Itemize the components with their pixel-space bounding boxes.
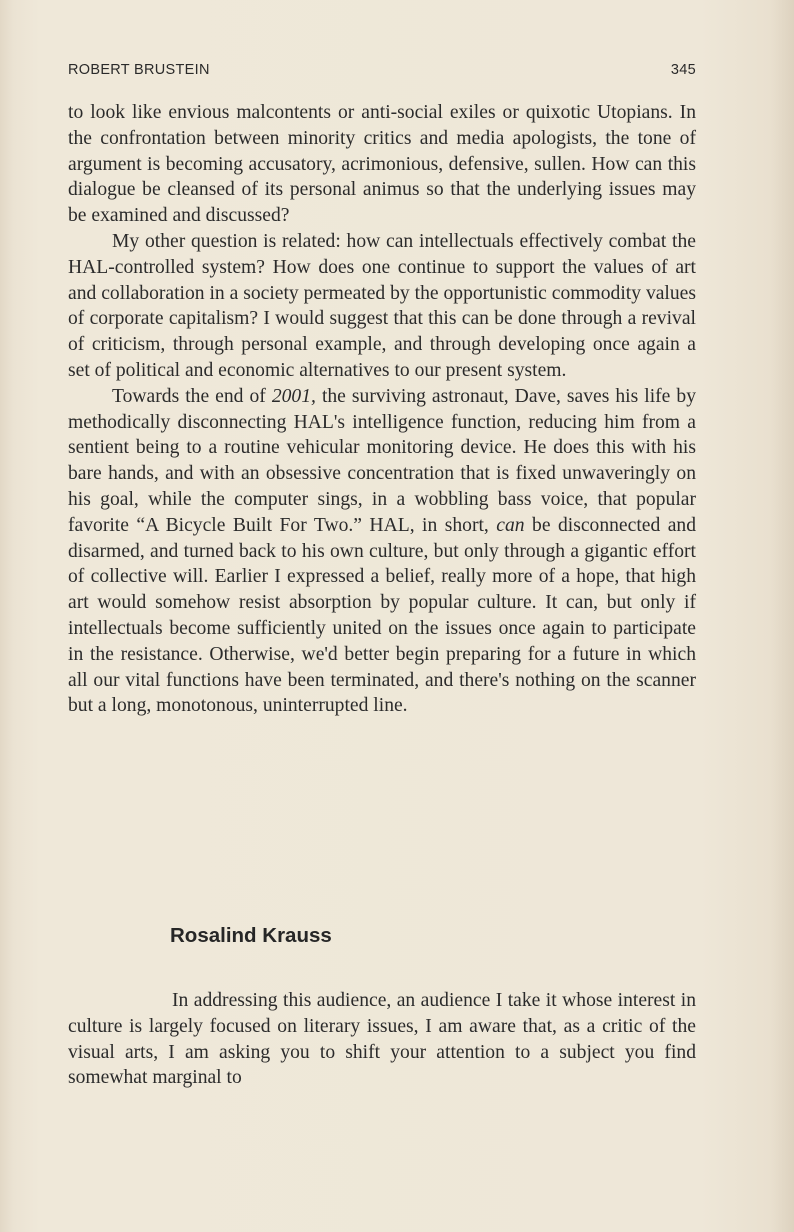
paragraph-2: My other question is related: how can intellectuals effectively combat the HAL-controlled system? How does one continue to support the values of art and collaboration in a society permeated by the opportunistic commodity values of corporate capitalism? I would suggest that this can be done through a revival of criticism, through personal example, and through developing once again a set of political and economic alternatives to our present system. [68,230,696,381]
paragraph-3-text-a: Towards the end of [112,385,272,407]
body-text [68,100,696,719]
emphasis-can: can [496,514,525,536]
film-title: 2001, [271,385,316,407]
paragraph-1: to look like envious malcontents or anti-social exiles or quixotic Utopians. In the confrontation between minority critics and media apologists, the tone of argument is becoming accusatory, acrimonious, defensive, sullen. How can this dialogue be cleansed of its personal animus so that the underlying issues may be examined and discussed? [68,102,696,227]
section-heading: Rosalind Krauss [170,924,332,947]
section-paragraph-1: In addressing this audience, an audience I take it whose interest in culture is largely focused on literary issues, I am aware that, as a critic of the visual arts, I am asking you to shift your attention to a subject you find somewhat marginal to [68,990,696,1089]
paragraph-3-text-c: be disconnected and disarmed, and turned back to his own culture, but only through a gigantic effort of collective will. Earlier I expressed a belief, really more of a hope, that high art would somehow resist absorption by popular culture. It can, but only if intellectuals become sufficiently united on the issues once again to participate in the resistance. Otherwise, we'd better begin preparing for a future in which all our vital functions have been terminated, and there's nothing on the scanner but a long, monotonous, uninterrupted line. [68,514,696,717]
paragraph-3 [68,384,696,719]
section-text [68,988,696,1091]
paragraph-3-text-b: the surviving astronaut, Dave, saves his life by methodically disconnecting HAL's intelligence function, reducing him from a sentient being to a routine vehicular monitoring device. He does this with his bare hands, and with an obsessive concentration that is fixed unwaveringly on his goal, while the computer sings, in a wobbling bass voice, that popular favorite “A Bicycle Built For Two.” HAL, in short, [68,385,696,536]
page-number: 345 [670,62,696,78]
running-head-author: ROBERT BRUSTEIN [68,62,210,78]
